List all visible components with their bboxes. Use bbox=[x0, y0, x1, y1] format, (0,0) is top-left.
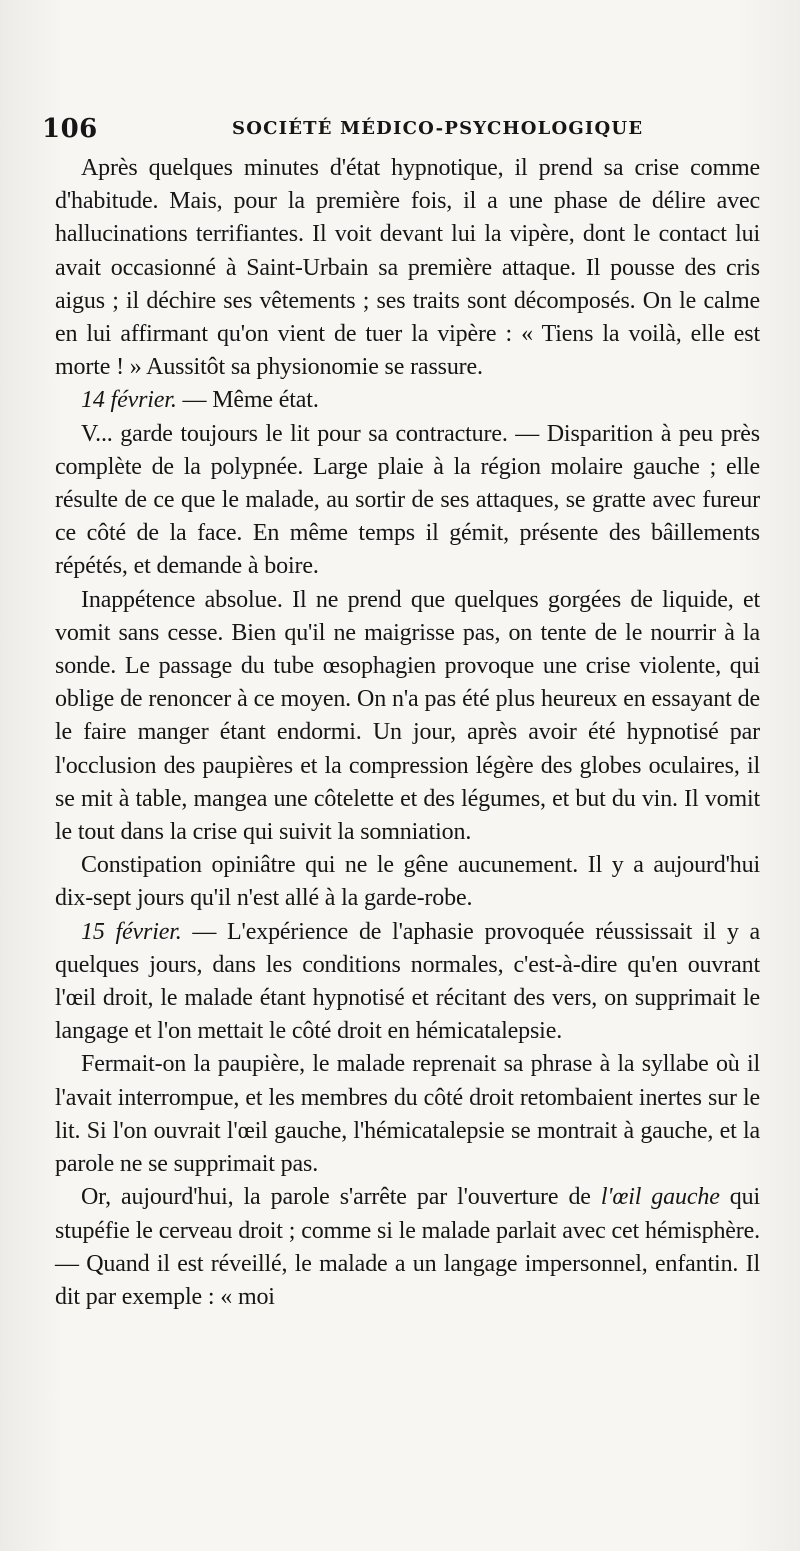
running-head: SOCIÉTÉ MÉDICO-PSYCHOLOGIQUE bbox=[232, 118, 644, 139]
paragraph-14-february bbox=[55, 384, 760, 417]
paragraph-text: V... garde toujours le lit pour sa contracture. — Disparition à peu près complète de la polypnée. Large plaie à la région molaire gauche ; elle résulte de ce que le malade, au sortir de ses attaques, se gratte avec fureur ce côté de la face. En même temps il gémit, présente des bâillements répétés, et demande à boire. bbox=[55, 420, 760, 580]
paragraph-text: — L'expérience de l'aphasie provoquée réussissait il y a quelques jours, dans les conditions normales, c'est-à-dire qu'en ouvrant l'œil droit, le malade étant hypnotisé et récitant des vers, on supprimait le langage et l'on mettait le côté droit en hémicatalepsie. bbox=[55, 918, 760, 1045]
emphasized-text: l'œil gauche bbox=[600, 1184, 720, 1211]
entry-date: 15 février. bbox=[81, 918, 182, 945]
paragraph-text-before: Or, aujourd'hui, la parole s'arrête par l'ouverture de bbox=[81, 1184, 601, 1211]
page-header bbox=[42, 114, 762, 146]
paragraph-text: Constipation opiniâtre qui ne le gêne aucunement. Il y a aujourd'hui dix-sept jours qu'il n'est allé à la garde-robe. bbox=[55, 852, 760, 912]
paragraph-15-february bbox=[55, 916, 760, 1049]
paragraph-inappetence bbox=[55, 584, 760, 850]
paragraph-text: Inappétence absolue. Il ne prend que quelques gorgées de liquide, et vomit sans cesse. Bien qu'il ne maigrisse pas, on tente de le nourrir à la sonde. Le passage du tube œsophagien provoque une crise violente, qui oblige de renoncer à ce moyen. On n'a pas été plus heureux en essayant de le faire manger étant endormi. Un jour, après avoir été hypnotisé par l'occlusion des paupières et la compression légère des globes oculaires, il se mit à table, mangea une côtelette et des légumes, et but du vin. Il vomit le tout dans la crise qui suivit la somniation. bbox=[55, 586, 760, 846]
entry-date: 14 février. bbox=[81, 387, 177, 414]
page-number: 106 bbox=[42, 114, 98, 144]
paragraph-contracture bbox=[55, 418, 760, 584]
paragraph-text: Après quelques minutes d'état hypnotique, il prend sa crise comme d'habitude. Mais, pour la première fois, il a une phase de délire avec hallucinations terrifiantes. Il voit devant lui la vipère, dont le contact lui avait occasionné à Saint-Urbain sa première attaque. Il pousse des cris aigus ; il déchire ses vêtements ; ses traits sont décomposés. On le calme en lui affirmant qu'on vient de tuer la vipère : « Tiens la voilà, elle est morte ! » Aussitôt sa physionomie se rassure. bbox=[55, 155, 760, 381]
paragraph-constipation bbox=[55, 849, 760, 915]
page-body bbox=[55, 152, 760, 1314]
paragraph-eyelid bbox=[55, 1048, 760, 1181]
paragraph-left-eye bbox=[55, 1181, 760, 1314]
paragraph-hypnotic-crisis bbox=[55, 152, 760, 384]
paragraph-text-after: qui stupéfie le cerveau droit ; comme si le malade parlait avec cet hémisphère. — Quand il est réveillé, le malade a un langage impersonnel, enfantin. Il dit par exemple : « moi bbox=[55, 1184, 760, 1310]
paragraph-text: — Même état. bbox=[176, 387, 319, 414]
paragraph-text: Fermait-on la paupière, le malade reprenait sa phrase à la syllabe où il l'avait interrompue, et les membres du côté droit retombaient inertes sur le lit. Si l'on ouvrait l'œil gauche, l'hémicatalepsie se montrait à gauche, et la parole ne se supprimait pas. bbox=[55, 1051, 760, 1178]
